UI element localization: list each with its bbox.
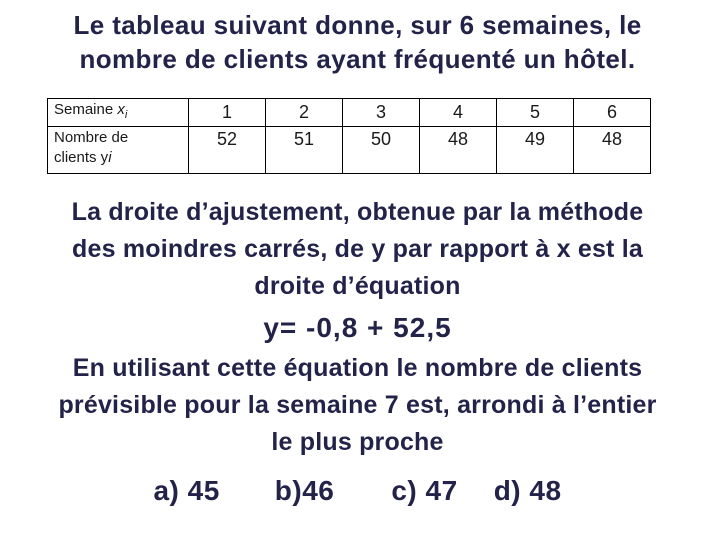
statement2-line-1: En utilisant cette équation le nombre de clients [72,354,643,382]
weeks-row-label-var: x [117,101,125,118]
title-line-1: Le tableau suivant donne, sur 6 semaines, le [73,10,642,40]
week-value-cell: 5 [497,99,574,127]
statement-question [0,350,715,461]
exercise-title [0,8,715,76]
title-line-2: nombre de clients ayant fréquenté un hôtel. [79,44,636,74]
clients-row-label-line1: Nombre de [54,129,129,146]
clients-value-cell: 51 [266,127,343,174]
statement2-line-3: le plus proche [271,428,444,456]
answer-options [0,475,715,507]
statement1-line-2: des moindres carrés, de y par rapport à x est la [72,235,643,263]
statement2-line-2: prévisible pour la semaine 7 est, arrondi à l’entier [58,391,657,419]
table-row-weeks [48,99,651,127]
data-table [47,98,651,174]
statement-fit-line [0,194,715,305]
answer-option-b: b)46 [274,475,335,506]
clients-row-label-italic: i [108,149,112,166]
week-value-cell: 1 [189,99,266,127]
table-row-clients [48,127,651,174]
week-value-cell: 6 [574,99,651,127]
week-value-cell: 4 [420,99,497,127]
clients-value-cell: 48 [574,127,651,174]
answer-option-c: c) 47 [391,475,458,506]
statement1-line-3: droite d’équation [254,272,461,300]
clients-value-cell: 52 [189,127,266,174]
week-value-cell: 3 [343,99,420,127]
statement1-line-1: La droite d’ajustement, obtenue par la méthode [71,198,644,226]
exercise-page [0,8,715,507]
clients-value-cell: 50 [343,127,420,174]
answer-option-d: d) 48 [493,475,562,506]
weeks-row-label-cell [48,99,189,127]
clients-row-label-cell [48,127,189,174]
weeks-row-label: Semaine [54,101,118,118]
regression-equation: y= -0,8 + 52,5 [263,312,452,343]
week-value-cell: 2 [266,99,343,127]
clients-row-label-line2: clients y [54,149,109,166]
answer-option-a: a) 45 [153,475,220,506]
clients-value-cell: 49 [497,127,574,174]
clients-value-cell: 48 [420,127,497,174]
weeks-row-label-sub: i [124,109,128,121]
